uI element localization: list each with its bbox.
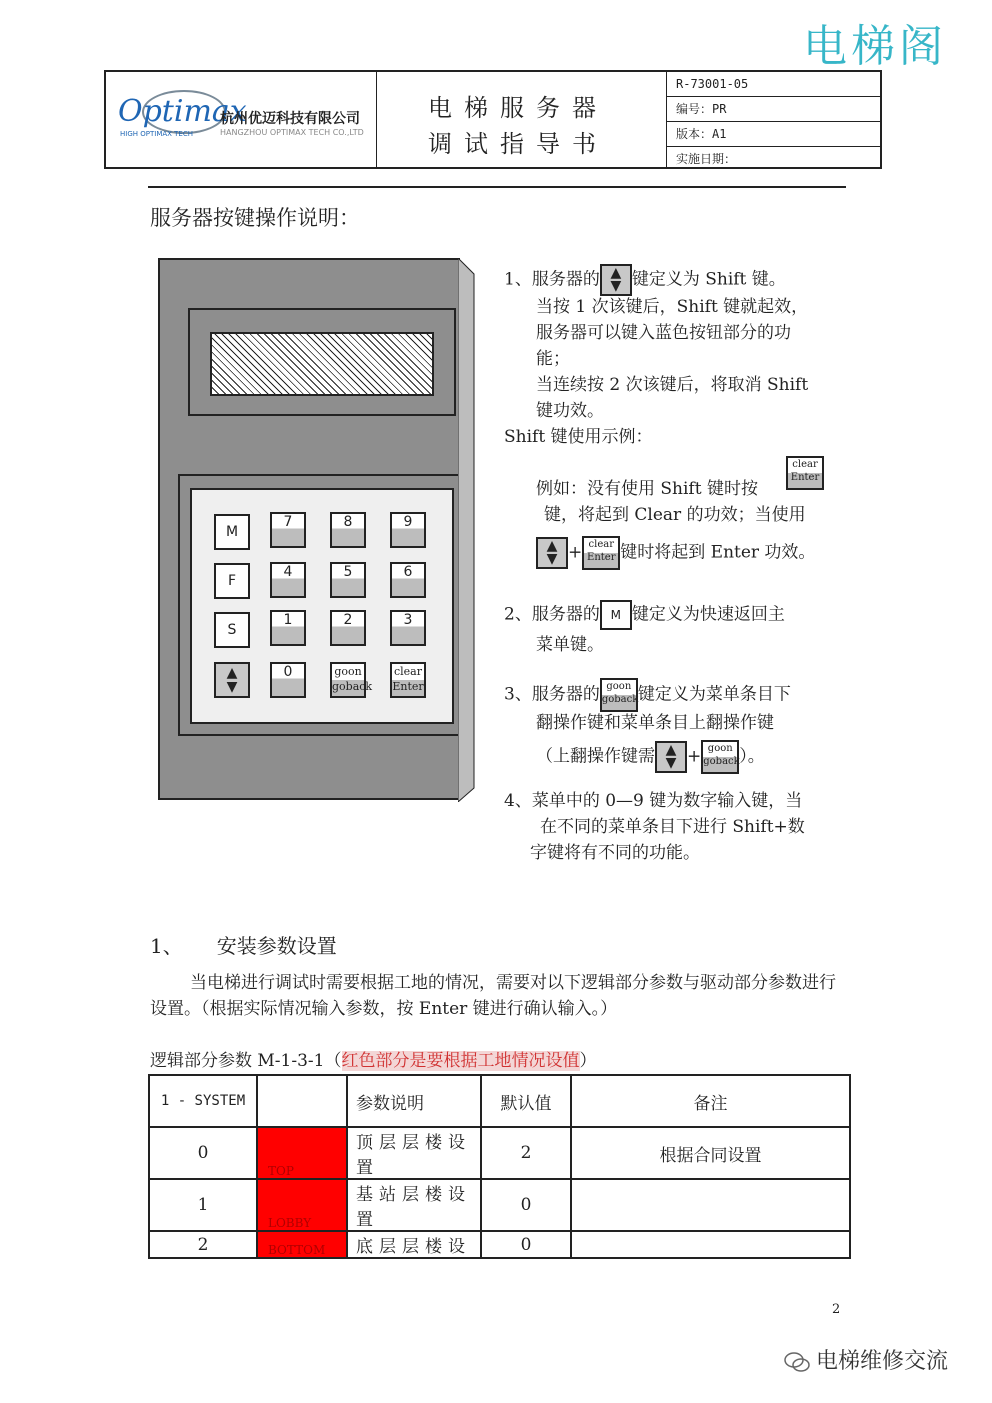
instruction-1-line2: 当按 1 次该键后，Shift 键就起效，: [536, 297, 809, 317]
document-meta-cell: [666, 72, 880, 167]
instruction-1-suffix: 键定义为 Shift 键。: [631, 269, 786, 290]
shift-example-line3-text: 键时将起到 Enter 功效。: [620, 542, 816, 563]
page-number: 2: [832, 1302, 841, 1317]
row-index: 2: [149, 1231, 257, 1258]
table-header-row: [149, 1075, 850, 1127]
section-1-intro: 当电梯进行调试时需要根据工地的情况，需要对以下逻辑部分参数与驱动部分参数进行设置。（根据实际情况输入参数，按 Enter 键进行确认输入。）: [150, 973, 836, 1019]
instruction-2-prefix: 2、服务器的: [504, 604, 600, 625]
row-note: 根据合同设置: [571, 1127, 850, 1179]
instruction-2-suffix: 键定义为快速返回主: [631, 604, 785, 625]
header-system: 1 - SYSTEM: [149, 1075, 257, 1127]
key-8[interactable]: 8: [330, 512, 366, 548]
service-device-illustration: [158, 258, 476, 802]
document-title-cell: [376, 72, 667, 167]
goon-goback-key-icon: [701, 740, 739, 774]
header-note: 备注: [571, 1075, 850, 1127]
key-enter-label: Enter: [392, 680, 424, 693]
instruction-1-prefix: 1、服务器的: [504, 269, 600, 290]
instruction-4-line2: 在不同的菜单条目下进行 Shift+数: [540, 817, 805, 837]
caption-highlight: 红色部分是要根据工地情况设值: [341, 1051, 580, 1071]
document-title-line1: 电梯服务器: [428, 94, 608, 122]
section-1-title: 安装参数设置: [216, 934, 337, 958]
key-2[interactable]: 2: [330, 610, 366, 646]
row-note: [571, 1179, 850, 1231]
section-1-heading: [150, 930, 337, 959]
document-header: [104, 70, 882, 169]
key-9[interactable]: 9: [390, 512, 426, 548]
row-note: [571, 1231, 850, 1258]
footer-attribution: [784, 1344, 948, 1375]
shift-example-heading: Shift 键使用示例：: [504, 427, 653, 447]
key-7[interactable]: 7: [270, 512, 306, 548]
shift-example-line2: 键，将起到 Clear 的功效；当使用: [544, 505, 806, 525]
shift-key-icon: ▲ ▼: [655, 741, 687, 773]
key-4[interactable]: 4: [270, 562, 306, 598]
instruction-1: [504, 264, 786, 296]
key-6[interactable]: 6: [390, 562, 426, 598]
table-row: [149, 1231, 850, 1258]
footer-text: 电梯维修交流: [816, 1349, 949, 1374]
instruction-4: 4、菜单中的 0—9 键为数字输入键，当: [504, 791, 803, 811]
m-key-icon: M: [600, 600, 632, 630]
row-description: 底层层楼设: [347, 1231, 481, 1258]
enter-label: Enter: [587, 552, 616, 563]
instruction-3-suffix: 键定义为菜单条目下: [637, 684, 791, 705]
key-goon-label: goon: [334, 665, 362, 678]
plus-sign: +: [687, 746, 702, 767]
clear-enter-key-icon: [582, 536, 620, 570]
company-name-cn: 杭州优迈科技有限公司: [220, 111, 360, 127]
section-heading: 服务器按键操作说明：: [150, 206, 360, 230]
row-default: 2: [481, 1127, 571, 1179]
instruction-2-line2: 菜单键。: [536, 635, 604, 655]
row-index: 1: [149, 1179, 257, 1231]
instruction-3-line3: [536, 740, 765, 774]
up-down-arrow-icon: ▲ ▼: [226, 665, 238, 695]
device-body: [158, 258, 460, 800]
shift-key-icon: ▲ ▼: [536, 537, 568, 569]
key-3[interactable]: 3: [390, 610, 426, 646]
key-f[interactable]: F: [214, 563, 250, 599]
key-5[interactable]: 5: [330, 562, 366, 598]
key-clear-enter[interactable]: [390, 662, 426, 698]
enter-label: Enter: [790, 472, 820, 483]
wechat-icon: [784, 1351, 810, 1373]
instruction-1-line3: 服务器可以键入蓝色按钮部分的功: [536, 323, 791, 343]
caption-suffix: ）: [579, 1051, 597, 1071]
watermark: 电梯阁: [803, 21, 947, 72]
row-description: 基站层楼设置: [347, 1179, 481, 1231]
display-frame: [188, 308, 456, 416]
clear-label: clear: [588, 539, 614, 550]
header-code: [257, 1075, 347, 1127]
shift-example-line1: 例如：没有使用 Shift 键时按: [536, 479, 758, 499]
row-default: 0: [481, 1231, 571, 1258]
table-row: [149, 1127, 850, 1179]
company-name-en: HANGZHOU OPTIMAX TECH CO.,LTD: [220, 128, 364, 137]
goon-goback-key-icon: [600, 678, 638, 712]
key-1[interactable]: 1: [270, 610, 306, 646]
row-description: 顶层层楼设置: [347, 1127, 481, 1179]
lcd-screen: [210, 332, 434, 396]
doc-version: 版本：A1: [666, 122, 880, 147]
row-code: TOP: [257, 1127, 347, 1179]
instruction-3-line3-text: （上翻操作键需: [536, 746, 655, 767]
instruction-1-line6: 键功效。: [536, 401, 604, 421]
header-description: 参数说明: [347, 1075, 481, 1127]
clear-enter-key-icon: [786, 456, 824, 490]
instruction-4-line3: 字键将有不同的功能。: [530, 843, 700, 863]
shift-example-line3: [536, 536, 815, 570]
horizontal-rule: [148, 186, 846, 188]
doc-number: R-73001-05: [666, 72, 880, 97]
row-index: 0: [149, 1127, 257, 1179]
key-shift[interactable]: [214, 662, 250, 698]
row-code: BOTTOM: [257, 1231, 347, 1258]
goon-label: goon: [707, 743, 733, 754]
key-0[interactable]: 0: [270, 662, 306, 698]
header-default: 默认值: [481, 1075, 571, 1127]
goon-label: goon: [606, 681, 632, 692]
row-default: 0: [481, 1179, 571, 1231]
table-caption: [150, 1046, 597, 1071]
plus-sign: +: [568, 542, 583, 563]
goback-label: goback: [703, 756, 740, 767]
device-side-edge: [458, 258, 476, 802]
key-goback-label: goback: [332, 680, 373, 693]
key-clear-label: clear: [393, 665, 422, 678]
key-m[interactable]: M: [214, 514, 250, 550]
section-1-number: 1、: [150, 934, 183, 958]
company-logo-cell: [106, 72, 377, 167]
document-title-line2: 调试指导书: [428, 130, 608, 158]
keypad-panel: [190, 488, 454, 724]
logic-parameter-table: [148, 1074, 851, 1259]
key-s[interactable]: S: [214, 612, 250, 648]
doc-code: 编号：PR: [666, 97, 880, 122]
logo-brand-sub: HIGH OPTIMAX TECH: [120, 130, 194, 138]
instruction-3-line2: 翻操作键和菜单条目上翻操作键: [536, 713, 774, 733]
instruction-3-prefix: 3、服务器的: [504, 684, 600, 705]
instruction-1-line4: 能；: [536, 349, 570, 369]
instruction-2: [504, 600, 785, 630]
instruction-3: [504, 678, 791, 712]
shift-key-icon: ▲ ▼: [600, 264, 632, 296]
caption-prefix: 逻辑部分参数 M-1-3-1（: [150, 1051, 342, 1071]
key-goon-goback[interactable]: [330, 662, 373, 698]
clear-label: clear: [792, 459, 818, 470]
keypad-frame: [178, 474, 468, 736]
goback-label: goback: [601, 694, 639, 705]
doc-date: 实施日期：: [676, 152, 737, 166]
table-row: [149, 1179, 850, 1231]
row-code: LOBBY: [257, 1179, 347, 1231]
instruction-3-end: ）。: [739, 746, 765, 767]
instruction-1-line5: 当连续按 2 次该键后，将取消 Shift: [536, 375, 809, 395]
logo-brand: Optimax: [118, 94, 247, 129]
